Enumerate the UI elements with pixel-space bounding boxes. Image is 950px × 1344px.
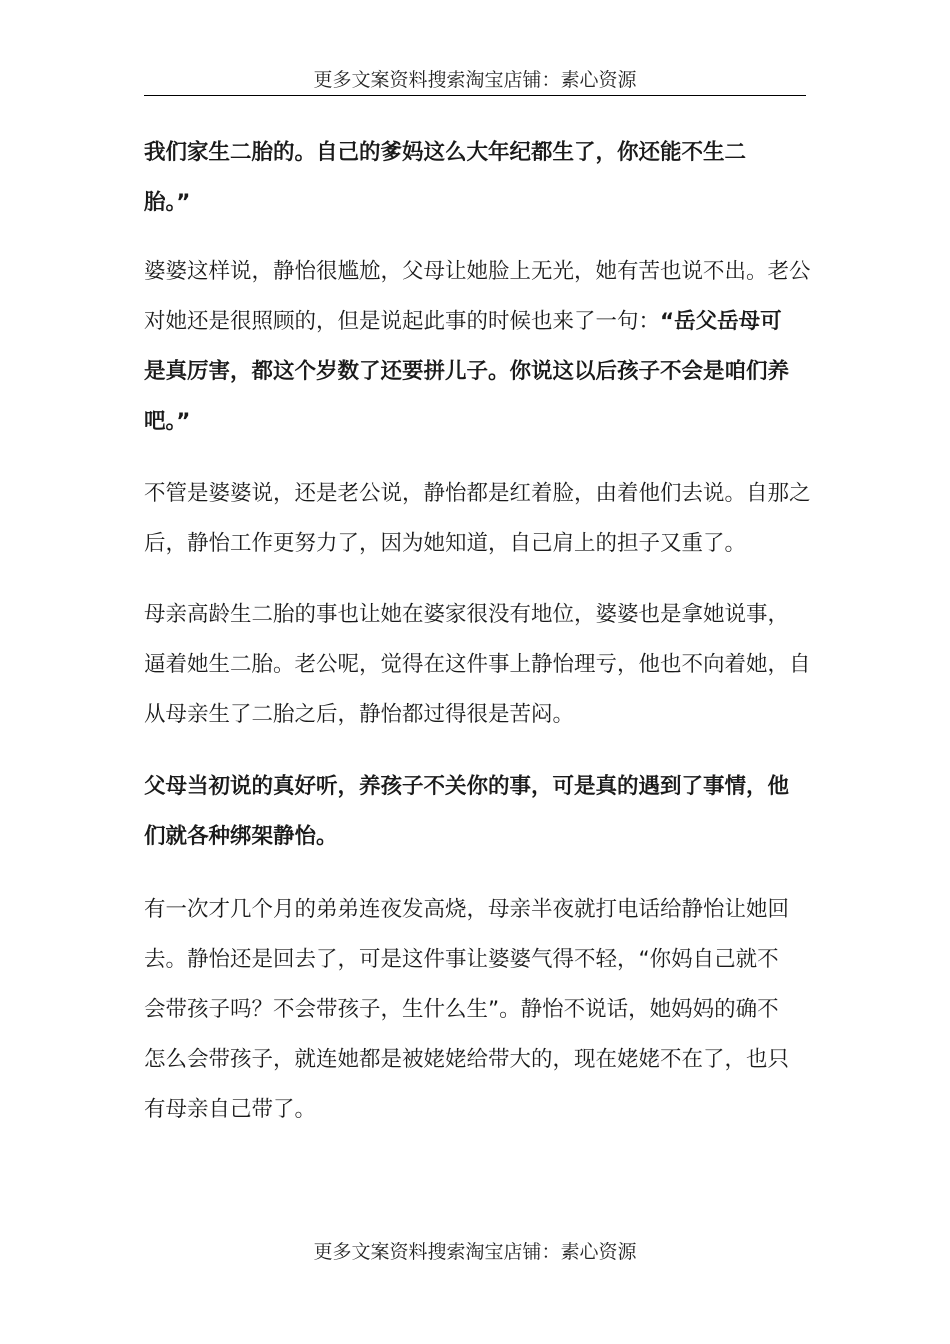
bold-text-segment: 父母当初说的真好听，养孩子不关你的事，可是真的遇到了事情，他 xyxy=(144,774,790,799)
text-line xyxy=(144,247,811,297)
text-segment: 后，静怡工作更努力了，因为她知道，自己肩上的担子又重了。 xyxy=(144,531,747,556)
text-segment: 有母亲自己带了。 xyxy=(144,1097,317,1122)
text-line xyxy=(144,812,808,862)
text-line xyxy=(144,469,811,519)
text-line xyxy=(144,985,808,1035)
bold-text-segment: 吧。” xyxy=(144,409,191,434)
paragraph-5 xyxy=(144,762,808,862)
text-line xyxy=(144,297,808,347)
text-segment: 怎么会带孩子，就连她都是被姥姥给带大的，现在姥姥不在了，也只 xyxy=(144,1047,790,1072)
text-segment: 去。静怡还是回去了，可是这件事让婆婆气得不轻，“你妈自己就不 xyxy=(144,947,779,972)
text-line xyxy=(144,178,808,228)
text-line xyxy=(144,935,808,985)
text-line xyxy=(144,1085,808,1135)
text-line xyxy=(144,347,808,397)
bold-text-segment: 是真厉害，都这个岁数了还要拼儿子。你说这以后孩子不会是咱们养 xyxy=(144,359,790,384)
paragraph-4 xyxy=(144,590,811,740)
text-line xyxy=(144,885,808,935)
text-line xyxy=(144,762,808,812)
text-segment: 有一次才几个月的弟弟连夜发高烧，母亲半夜就打电话给静怡让她回 xyxy=(144,897,790,922)
text-segment: 从母亲生了二胎之后，静怡都过得很是苦闷。 xyxy=(144,702,575,727)
text-line xyxy=(144,640,811,690)
text-segment: 不管是婆婆说，还是老公说，静怡都是红着脸，由着他们去说。自那之 xyxy=(144,481,811,506)
text-line xyxy=(144,397,808,447)
paragraph-3 xyxy=(144,469,811,569)
text-segment: 会带孩子吗？不会带孩子，生什么生”。静怡不说话，她妈妈的确不 xyxy=(144,997,779,1022)
page-header: 更多文案资料搜索淘宝店铺：素心资源 xyxy=(313,69,637,91)
bold-text-segment: 们就各种绑架静怡。 xyxy=(144,824,338,849)
text-line xyxy=(144,690,808,740)
paragraph-1 xyxy=(144,128,808,228)
text-segment: 婆婆这样说，静怡很尴尬，父母让她脸上无光，她有苦也说不出。老公 xyxy=(144,259,811,284)
page-footer: 更多文案资料搜索淘宝店铺：素心资源 xyxy=(313,1241,637,1263)
text-line xyxy=(144,128,808,178)
bold-text-segment: “岳父岳母可 xyxy=(660,309,782,334)
bold-text-segment: 胎。” xyxy=(144,190,191,215)
text-line xyxy=(144,519,808,569)
paragraph-6 xyxy=(144,885,808,1135)
bold-text-segment: 我们家生二胎的。自己的爹妈这么大年纪都生了，你还能不生二 xyxy=(144,140,747,165)
paragraph-2 xyxy=(144,247,811,447)
text-line xyxy=(144,590,808,640)
text-segment: 母亲高龄生二胎的事也让她在婆家很没有地位，婆婆也是拿她说事， xyxy=(144,602,790,627)
header-divider xyxy=(144,95,806,96)
text-line xyxy=(144,1035,808,1085)
text-segment: 逼着她生二胎。老公呢，觉得在这件事上静怡理亏，他也不向着她，自 xyxy=(144,652,811,677)
text-segment: 对她还是很照顾的，但是说起此事的时候也来了一句： xyxy=(144,309,661,334)
